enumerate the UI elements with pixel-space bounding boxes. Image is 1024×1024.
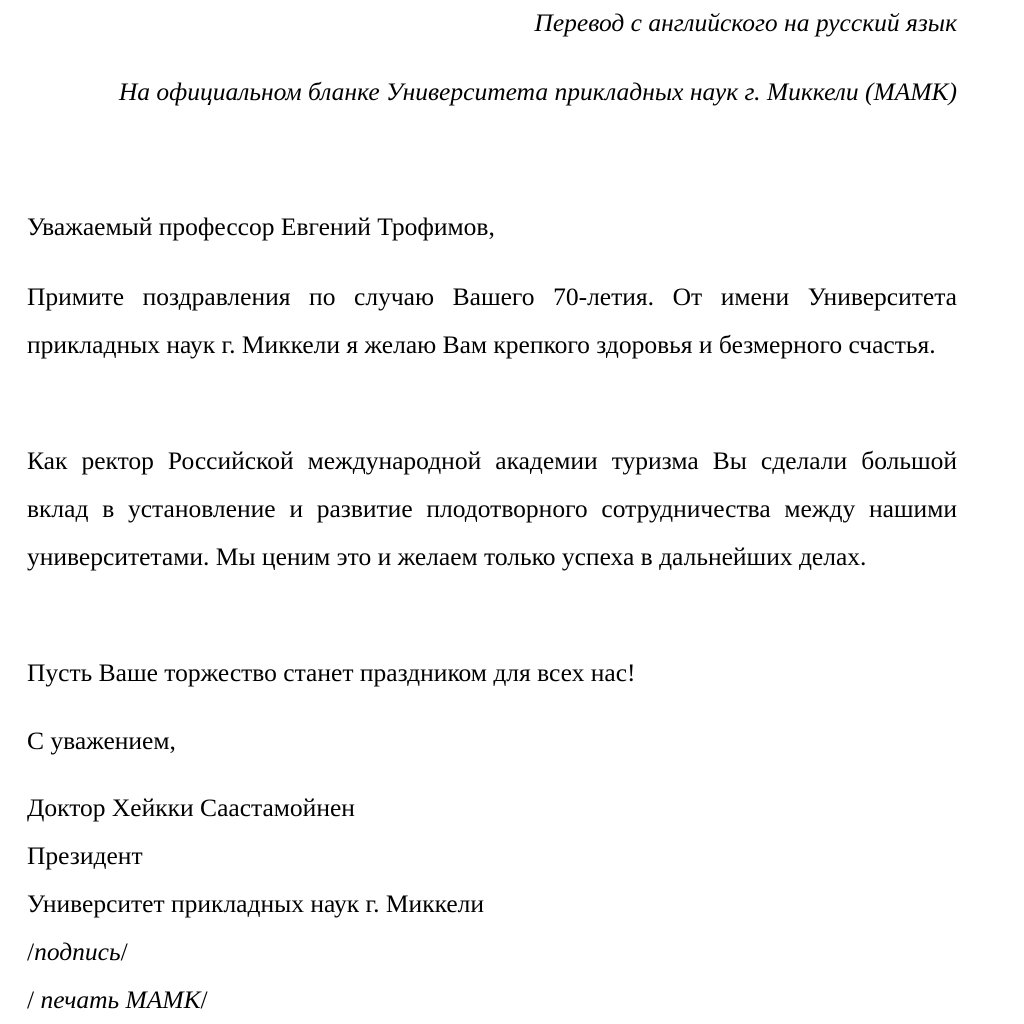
signer-organization: Университет прикладных наук г. Миккели — [27, 889, 485, 918]
signature-block — [27, 784, 957, 1024]
stamp-note-open: / — [27, 985, 41, 1014]
salutation: Уважаемый профессор Евгений Трофимов, — [27, 212, 495, 241]
stamp-note-close: / — [200, 985, 208, 1014]
signature-note — [27, 928, 957, 976]
paragraph-congratulations: Примите поздравления по случаю Вашего 70-летия. От имени Университета прикладных наук г. Миккели я желаю Вам крепкого здоровья и безмерного счастья. — [27, 282, 957, 359]
paragraph-celebration: Пусть Ваше торжество станет праздником для всех нас! — [27, 658, 636, 687]
signature-note-close: / — [120, 937, 128, 966]
signature-note-text: подпись — [34, 937, 121, 966]
signature-note-open: / — [27, 937, 35, 966]
closing: С уважением, — [27, 726, 176, 755]
letter-page — [27, 0, 957, 1024]
letterhead-note: На официальном бланке Университета прикладных наук г. Миккели (МАМК) — [118, 77, 957, 106]
translation-note: Перевод с английского на русский язык — [534, 8, 957, 37]
paragraph-cooperation: Как ректор Российской международной академии туризма Вы сделали большой вклад в установление и развитие плодотворного сотрудничества между нашими университетами. Мы ценим это и желаем только успеха в дальнейших делах. — [27, 446, 957, 571]
signer-name: Доктор Хейкки Саастамойнен — [27, 793, 355, 822]
signer-title: Президент — [27, 841, 143, 870]
stamp-note — [27, 976, 957, 1024]
stamp-note-text: печать МАМК — [40, 985, 201, 1014]
